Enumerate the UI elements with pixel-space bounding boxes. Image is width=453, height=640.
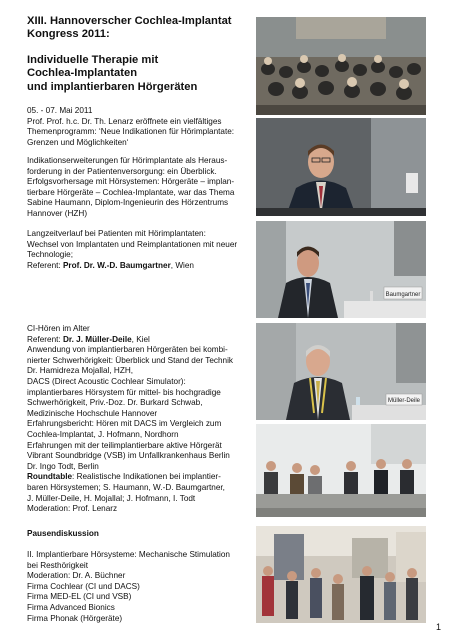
article-title: XIII. Hannoverscher Cochlea-Implantat Kongress 2011: (27, 15, 232, 41)
nameplate-mueller-deile: Müller-Deile (387, 398, 421, 404)
intro-paragraph: 05. - 07. Mai 2011 Prof. Prof. h.c. Dr. Th. Lenarz eröffnete ein vielfältiges Themenprogramm: ‘Neue Indikationen für Hörimplantate: Grenzen und Möglichkeiten‘ (27, 106, 235, 147)
mueller-deile-paragraph: CI-Hören im Alter Referent: Dr. J. Müller-Deile, Kiel Anwendung von implantierbaren Hörgeräten bei kombi- nierter Schwerhörigkeit: Überblick und Stand der Technik Dr. Hamidreza Mojallal, HZH, DACS (Direct Acoustic Cochlear Simulator): implantierbares Hörsystem für mittel- bis hochgradige Schwerhörigkeit, Priv.-Doz. Dr. Burkard Schwab, Medizinische Hochschule Hannover Erfahrungsbericht: Hören mit DACS im Vergleich zum Cochlea-Implantat, J. Hofmann, Nordhorn Erfahrungen mit der teilimplantierbare aktive Hörgerät Vibrant Soundbridge (VSB) im Unfallkrankenhaus Berlin Dr. Ingo Todt, Berlin Roundtable: Realistische Indikationen bei implantier- baren Hörsystemen; S. Haumann, W.-D. Baumgartner, J. Müller-Deile, H. Mojallal; J. Hofmann, I. Todt Moderation: Prof. Lenarz (27, 324, 234, 514)
article-subtitle: Individuelle Therapie mit Cochlea-Implantaten und implantierbaren Hörgeräten (27, 54, 198, 93)
page-number: 1 (436, 622, 442, 632)
pause-heading: Pausendiskussion (27, 529, 99, 538)
photo-mueller-deile (256, 323, 426, 420)
baumgartner-paragraph: Langzeitverlauf bei Patienten mit Hörimplantaten: Wechsel von Implantaten und Reimplantationen mit neuer Technologie; Referent: Prof. Dr. W.-D. Baumgartner, Wien (27, 229, 238, 270)
photo-baumgartner (256, 221, 426, 318)
photo-audience (256, 17, 426, 115)
photo-exhibition (256, 526, 426, 623)
industry-paragraph: II. Implantierbare Hörsysteme: Mechanische Stimulation bei Resthörigkeit Moderation: Dr. A. Büchner Firma Cochlear (CI und DACS) Firma MED-EL (CI und VSB) Firma Advanced Bionics Firma Phonak (Hörgeräte) (27, 550, 230, 623)
photo-lenarz (256, 118, 426, 216)
nameplate-baumgartner: Baumgartner (385, 292, 421, 298)
photo-roundtable (256, 424, 426, 517)
haumann-paragraph: Indikationserweiterungen für Hörimplantate als Heraus- forderung in der Patientenversorgung: ein Überblick. Erfolgsvorhersage mit Hörsystemen: Hörgeräte – implan- tierbare Hörgeräte – Cochlea-Implantate, war das Thema Sabine Haumann, Diplom-Ingenieurin des Hörzentrums Hannover (HZH) (27, 156, 235, 218)
